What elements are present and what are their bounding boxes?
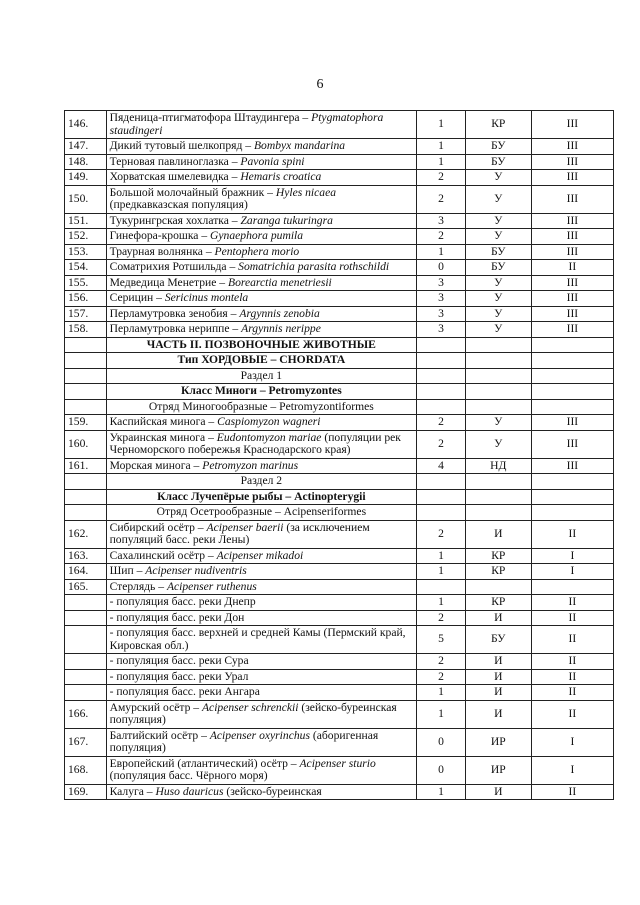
species-name-cell — [106, 579, 417, 595]
species-name-cell — [106, 520, 417, 548]
priority-cell: III — [531, 458, 613, 474]
status-cell — [465, 505, 531, 521]
status-cell: И — [465, 610, 531, 626]
row-number-cell — [65, 384, 107, 400]
species-row — [65, 685, 614, 701]
species-common-name: Медведица Менетрие – — [109, 275, 228, 289]
priority-cell: I — [531, 548, 613, 564]
species-name-cell — [106, 111, 417, 139]
row-number: 155. — [65, 275, 107, 291]
species-common-name: Балтийский осётр – — [109, 728, 210, 742]
species-row — [65, 626, 614, 654]
status-cell — [465, 474, 531, 490]
species-note: (предкавказская популяция) — [109, 198, 248, 211]
species-latin-name: Acipenser mikadoi — [216, 548, 304, 562]
species-common-name: Амурский осётр – — [109, 700, 202, 714]
species-row — [65, 111, 614, 139]
status-cell: И — [465, 700, 531, 728]
status-cell — [465, 489, 531, 505]
status-cell: КР — [465, 595, 531, 611]
species-note: (за исключением популяций басс. реки Лены) — [109, 520, 370, 546]
species-common-name: Пяденица-птигматофора Штаудингера – — [109, 111, 312, 124]
species-name-cell — [106, 275, 417, 291]
category-cell: 3 — [417, 275, 466, 291]
priority-cell: III — [531, 185, 613, 213]
species-common-name: Европейский (атлантический) осётр – — [109, 756, 300, 770]
row-number: 157. — [65, 306, 107, 322]
row-number-cell — [65, 353, 107, 369]
priority-cell — [531, 368, 613, 384]
status-cell — [465, 579, 531, 595]
species-row — [65, 170, 614, 186]
species-name-cell — [106, 626, 417, 654]
species-row — [65, 548, 614, 564]
row-number-cell — [65, 368, 107, 384]
species-row — [65, 213, 614, 229]
category-cell: 1 — [417, 111, 466, 139]
category-cell: 1 — [417, 784, 466, 800]
status-cell: И — [465, 685, 531, 701]
priority-cell: III — [531, 170, 613, 186]
row-number: 166. — [65, 700, 107, 728]
category-cell: 2 — [417, 170, 466, 186]
page-number: 6 — [316, 77, 324, 92]
priority-cell — [531, 337, 613, 353]
category-cell: 2 — [417, 610, 466, 626]
species-common-name: Каспийская минога – — [109, 415, 218, 428]
species-name-cell — [106, 260, 417, 276]
status-cell: И — [465, 520, 531, 548]
category-cell: 3 — [417, 213, 466, 229]
category-cell: 2 — [417, 415, 466, 431]
species-common-name: Серицин – — [109, 291, 165, 304]
category-cell — [417, 505, 466, 521]
species-row — [65, 229, 614, 245]
species-row — [65, 669, 614, 685]
section-header-row — [65, 505, 614, 521]
species-latin-name: Pentophera morio — [214, 244, 300, 258]
status-cell: КР — [465, 111, 531, 139]
category-cell — [417, 579, 466, 595]
priority-cell: III — [531, 139, 613, 155]
category-cell: 1 — [417, 685, 466, 701]
category-cell — [417, 353, 466, 369]
category-cell: 1 — [417, 154, 466, 170]
section-header: Раздел 2 — [106, 474, 417, 490]
row-number: 150. — [65, 185, 107, 213]
row-number: 159. — [65, 415, 107, 431]
species-note: (зейско-буреинская популяция) — [109, 700, 397, 726]
row-number: 152. — [65, 229, 107, 245]
species-row — [65, 415, 614, 431]
species-name-cell — [106, 306, 417, 322]
priority-cell: III — [531, 244, 613, 260]
species-common-name: - популяция басс. реки Ангара — [109, 685, 260, 698]
species-name-cell — [106, 728, 417, 756]
species-latin-name: Sericinus montela — [164, 291, 249, 304]
species-common-name: Соматрихия Ротшильда – — [109, 260, 239, 273]
section-header: Отряд Осетрообразные – Acipenseriformes — [106, 505, 417, 521]
status-cell: У — [465, 306, 531, 322]
status-cell: НД — [465, 458, 531, 474]
species-row — [65, 579, 614, 595]
species-common-name: Хорватская шмелевидка – — [109, 170, 241, 183]
species-common-name: Перламутровка нериппе – — [109, 322, 242, 335]
row-number — [65, 610, 107, 626]
priority-cell — [531, 489, 613, 505]
status-cell: У — [465, 291, 531, 307]
species-name-cell — [106, 213, 417, 229]
priority-cell: III — [531, 322, 613, 338]
species-common-name: Дикий тутовый шелкопряд – — [109, 139, 254, 152]
species-table — [64, 110, 614, 800]
species-latin-name: Acipenser nudiventris — [145, 564, 247, 577]
species-latin-name: Hyles nicaea — [275, 185, 337, 199]
section-header: Тип ХОРДОВЫЕ – CHORDATA — [106, 353, 417, 369]
priority-cell — [531, 474, 613, 490]
priority-cell: II — [531, 669, 613, 685]
species-latin-name: Ptygmatophora staudingeri — [109, 111, 384, 137]
species-row — [65, 260, 614, 276]
row-number: 149. — [65, 170, 107, 186]
category-cell: 2 — [417, 669, 466, 685]
row-number — [65, 654, 107, 670]
row-number: 161. — [65, 458, 107, 474]
species-name-cell — [106, 139, 417, 155]
species-row — [65, 291, 614, 307]
species-latin-name: Somatrichia parasita rothschildi — [238, 260, 390, 273]
row-number — [65, 595, 107, 611]
row-number: 160. — [65, 430, 107, 458]
priority-cell: I — [531, 756, 613, 784]
species-row — [65, 520, 614, 548]
species-name-cell — [106, 700, 417, 728]
species-latin-name: Acipenser oxyrinchus — [209, 728, 310, 742]
species-common-name: - популяция басс. верхней и средней Камы (Пермский край, Кировская обл.) — [109, 626, 406, 652]
section-header-row — [65, 353, 614, 369]
species-table-body — [65, 111, 614, 800]
species-row — [65, 244, 614, 260]
category-cell: 2 — [417, 430, 466, 458]
status-cell — [465, 337, 531, 353]
status-cell: У — [465, 185, 531, 213]
species-common-name: - популяция басс. реки Дон — [109, 610, 245, 624]
species-name-cell — [106, 185, 417, 213]
status-cell: КР — [465, 564, 531, 580]
priority-cell — [531, 399, 613, 415]
priority-cell: II — [531, 610, 613, 626]
category-cell: 2 — [417, 654, 466, 670]
row-number: 167. — [65, 728, 107, 756]
category-cell: 1 — [417, 139, 466, 155]
row-number — [65, 685, 107, 701]
priority-cell: II — [531, 595, 613, 611]
species-row — [65, 154, 614, 170]
species-latin-name: Huso dauricus — [155, 784, 224, 798]
row-number: 153. — [65, 244, 107, 260]
species-name-cell — [106, 322, 417, 338]
species-name-cell — [106, 458, 417, 474]
category-cell — [417, 474, 466, 490]
species-latin-name: Acipenser sturio — [299, 756, 376, 770]
status-cell: У — [465, 229, 531, 245]
category-cell: 0 — [417, 260, 466, 276]
species-row — [65, 756, 614, 784]
category-cell — [417, 384, 466, 400]
species-latin-name: Gynaephora pumila — [210, 229, 304, 242]
species-row — [65, 784, 614, 800]
species-name-cell — [106, 291, 417, 307]
priority-cell: III — [531, 291, 613, 307]
species-common-name: Сибирский осётр – — [109, 520, 207, 534]
status-cell — [465, 384, 531, 400]
species-latin-name: Argynnis nerippe — [241, 322, 321, 335]
status-cell: У — [465, 430, 531, 458]
species-latin-name: Caspiomyzon wagneri — [217, 415, 321, 428]
row-number: 169. — [65, 784, 107, 800]
row-number: 163. — [65, 548, 107, 564]
species-common-name: Большой молочайный бражник – — [109, 185, 276, 199]
species-common-name: Сахалинский осётр – — [109, 548, 217, 562]
status-cell: И — [465, 654, 531, 670]
species-name-cell — [106, 548, 417, 564]
status-cell: У — [465, 170, 531, 186]
row-number: 156. — [65, 291, 107, 307]
row-number — [65, 626, 107, 654]
priority-cell: II — [531, 520, 613, 548]
section-header: Класс Лучепёрые рыбы – Actinopterygii — [106, 489, 417, 505]
species-row — [65, 322, 614, 338]
species-latin-name: Hemaris croatica — [240, 170, 322, 183]
species-common-name: - популяция басс. реки Сура — [109, 654, 249, 667]
status-cell — [465, 353, 531, 369]
species-name-cell — [106, 669, 417, 685]
status-cell — [465, 399, 531, 415]
species-note: (популяции рек Черноморского побережья Краснодарского края) — [109, 430, 401, 456]
species-name-cell — [106, 415, 417, 431]
status-cell: БУ — [465, 260, 531, 276]
species-latin-name: Bombyx mandarina — [253, 139, 346, 152]
species-latin-name: Acipenser baerii — [206, 520, 284, 534]
section-header-row — [65, 474, 614, 490]
row-number: 164. — [65, 564, 107, 580]
status-cell: ИР — [465, 756, 531, 784]
status-cell: И — [465, 669, 531, 685]
species-name-cell — [106, 170, 417, 186]
species-common-name: - популяция басс. реки Днепр — [109, 595, 256, 608]
section-header-row — [65, 384, 614, 400]
section-header: Раздел 1 — [106, 368, 417, 384]
section-header: ЧАСТЬ II. ПОЗВОНОЧНЫЕ ЖИВОТНЫЕ — [106, 337, 417, 353]
species-name-cell — [106, 610, 417, 626]
species-common-name: Траурная волнянка – — [109, 244, 215, 258]
category-cell — [417, 399, 466, 415]
priority-cell: II — [531, 626, 613, 654]
species-name-cell — [106, 564, 417, 580]
priority-cell — [531, 579, 613, 595]
species-name-cell — [106, 244, 417, 260]
species-row — [65, 610, 614, 626]
status-cell: БУ — [465, 244, 531, 260]
species-common-name: - популяция басс. реки Урал — [109, 669, 249, 683]
species-common-name: Перламутровка зенобия – — [109, 306, 240, 320]
priority-cell: III — [531, 306, 613, 322]
species-latin-name: Acipenser schrenckii — [201, 700, 299, 714]
species-name-cell — [106, 154, 417, 170]
category-cell: 1 — [417, 548, 466, 564]
species-row — [65, 654, 614, 670]
category-cell: 4 — [417, 458, 466, 474]
species-note: (популяция басс. Чёрного моря) — [109, 769, 268, 782]
priority-cell: II — [531, 784, 613, 800]
section-header-row — [65, 489, 614, 505]
row-number-cell — [65, 505, 107, 521]
section-header: Класс Миноги – Petromyzontes — [106, 384, 417, 400]
status-cell: БУ — [465, 154, 531, 170]
row-number: 165. — [65, 579, 107, 595]
row-number: 168. — [65, 756, 107, 784]
species-name-cell — [106, 654, 417, 670]
species-latin-name: Argynnis zenobia — [239, 306, 320, 320]
species-common-name: Гинефора-крошка – — [109, 229, 211, 242]
category-cell: 1 — [417, 595, 466, 611]
category-cell: 1 — [417, 564, 466, 580]
priority-cell: III — [531, 111, 613, 139]
species-row — [65, 700, 614, 728]
species-row — [65, 139, 614, 155]
category-cell: 2 — [417, 185, 466, 213]
priority-cell — [531, 353, 613, 369]
category-cell — [417, 489, 466, 505]
species-row — [65, 306, 614, 322]
species-common-name: Украинская минога – — [109, 430, 217, 444]
section-header: Отряд Миногообразные – Petromyzontiformes — [106, 399, 417, 415]
priority-cell — [531, 505, 613, 521]
priority-cell: I — [531, 728, 613, 756]
species-common-name: Калуга – — [109, 784, 156, 798]
status-cell: У — [465, 213, 531, 229]
row-number: 148. — [65, 154, 107, 170]
species-common-name: Терновая павлиноглазка – — [109, 154, 241, 168]
species-name-cell — [106, 595, 417, 611]
species-row — [65, 430, 614, 458]
status-cell: У — [465, 415, 531, 431]
priority-cell: II — [531, 260, 613, 276]
row-number: 147. — [65, 139, 107, 155]
priority-cell: II — [531, 685, 613, 701]
row-number — [65, 669, 107, 685]
row-number: 158. — [65, 322, 107, 338]
species-common-name: Стерлядь – — [109, 579, 167, 593]
category-cell — [417, 368, 466, 384]
species-row — [65, 564, 614, 580]
species-note: (аборигенная популяция) — [109, 728, 379, 754]
category-cell: 0 — [417, 756, 466, 784]
priority-cell: III — [531, 154, 613, 170]
species-name-cell — [106, 756, 417, 784]
species-latin-name: Petromyzon marinus — [202, 458, 299, 472]
status-cell: ИР — [465, 728, 531, 756]
category-cell: 2 — [417, 520, 466, 548]
section-header-row — [65, 399, 614, 415]
priority-cell: III — [531, 229, 613, 245]
category-cell: 5 — [417, 626, 466, 654]
species-row — [65, 728, 614, 756]
category-cell: 0 — [417, 728, 466, 756]
species-latin-name: Acipenser ruthenus — [166, 579, 257, 593]
status-cell: КР — [465, 548, 531, 564]
species-common-name: Морская минога – — [109, 458, 203, 472]
species-row — [65, 185, 614, 213]
category-cell: 1 — [417, 244, 466, 260]
species-latin-name: Borearctia menetriesii — [228, 275, 332, 289]
priority-cell — [531, 384, 613, 400]
row-number-cell — [65, 399, 107, 415]
priority-cell: III — [531, 415, 613, 431]
species-latin-name: Pavonia spini — [240, 154, 305, 168]
section-header-row — [65, 368, 614, 384]
species-common-name: Шип – — [109, 564, 146, 577]
category-cell — [417, 337, 466, 353]
priority-cell: I — [531, 564, 613, 580]
row-number-cell — [65, 337, 107, 353]
status-cell: БУ — [465, 139, 531, 155]
category-cell: 3 — [417, 291, 466, 307]
priority-cell: III — [531, 213, 613, 229]
row-number-cell — [65, 474, 107, 490]
species-name-cell — [106, 229, 417, 245]
priority-cell: II — [531, 654, 613, 670]
row-number: 162. — [65, 520, 107, 548]
priority-cell: III — [531, 430, 613, 458]
species-name-cell — [106, 784, 417, 800]
species-note: (зейско-буреинская — [223, 784, 322, 798]
priority-cell: II — [531, 700, 613, 728]
species-latin-name: Eudontomyzon mariae — [216, 430, 322, 444]
species-row — [65, 275, 614, 291]
category-cell: 3 — [417, 322, 466, 338]
category-cell: 2 — [417, 229, 466, 245]
species-name-cell — [106, 430, 417, 458]
status-cell: И — [465, 784, 531, 800]
status-cell — [465, 368, 531, 384]
species-common-name: Тукурингрская хохлатка – — [109, 213, 241, 227]
species-row — [65, 458, 614, 474]
status-cell: У — [465, 322, 531, 338]
species-latin-name: Zaranga tukuringra — [240, 213, 333, 227]
status-cell: БУ — [465, 626, 531, 654]
row-number-cell — [65, 489, 107, 505]
priority-cell: III — [531, 275, 613, 291]
species-name-cell — [106, 685, 417, 701]
category-cell: 1 — [417, 700, 466, 728]
row-number: 154. — [65, 260, 107, 276]
row-number: 146. — [65, 111, 107, 139]
status-cell: У — [465, 275, 531, 291]
section-header-row — [65, 337, 614, 353]
row-number: 151. — [65, 213, 107, 229]
species-row — [65, 595, 614, 611]
category-cell: 3 — [417, 306, 466, 322]
